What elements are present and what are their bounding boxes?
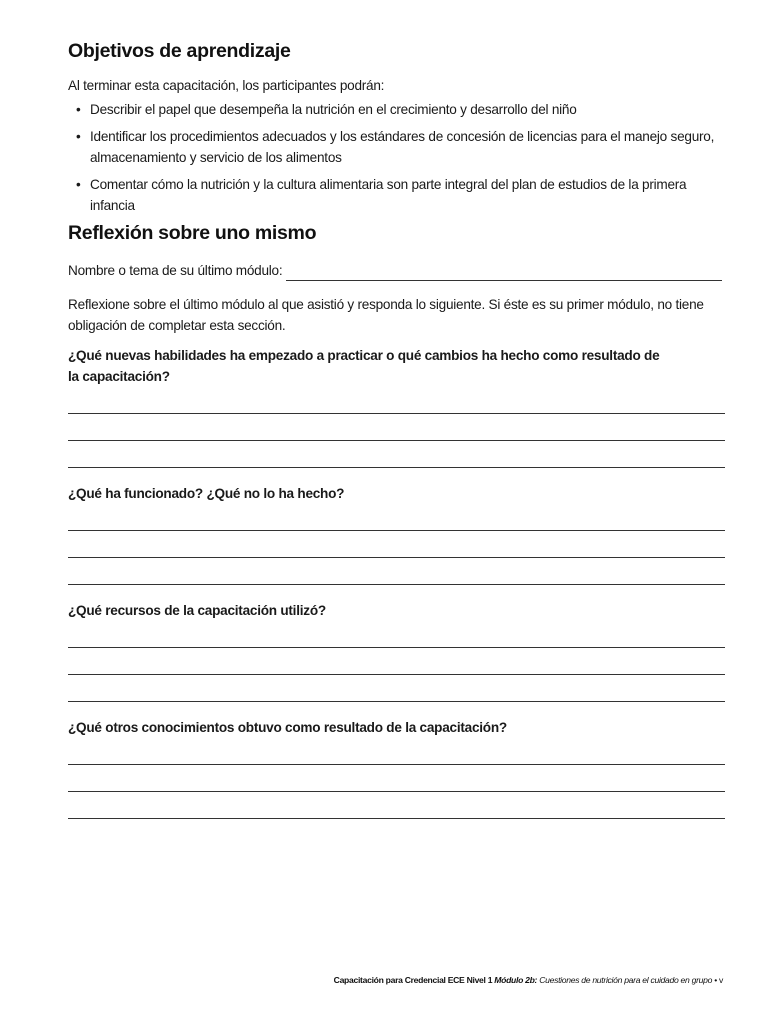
footer-subtitle: Cuestiones de nutrición para el cuidado en grupo (539, 975, 713, 985)
question-1: ¿Qué nuevas habilidades ha empezado a practicar o qué cambios ha hecho como resultado de la capacitación? (68, 348, 660, 384)
answer-lines-4 (68, 738, 725, 819)
answer-line[interactable] (68, 621, 725, 648)
bullet-icon: • (76, 177, 81, 192)
objectives-list (68, 99, 725, 216)
answer-line[interactable] (68, 648, 725, 675)
answer-line[interactable] (68, 765, 725, 792)
footer-series: Capacitación para Credencial ECE Nivel 1 (333, 975, 493, 985)
answer-lines-2 (68, 504, 725, 585)
answer-line[interactable] (68, 531, 725, 558)
module-name-label: Nombre o tema de su último módulo: (68, 263, 283, 278)
reflection-title: Reflexión sobre uno mismo (68, 222, 317, 244)
answer-line[interactable] (68, 738, 725, 765)
question-block-2 (68, 483, 725, 585)
objective-text: Comentar cómo la nutrición y la cultura alimentaria son parte integral del plan de estudios de la primera infancia (90, 177, 687, 213)
module-name-field[interactable] (286, 264, 722, 281)
objective-item (68, 126, 725, 168)
answer-line[interactable] (68, 414, 725, 441)
answer-line[interactable] (68, 558, 725, 585)
question-block-3 (68, 600, 725, 702)
question-3: ¿Qué recursos de la capacitación utilizó? (68, 603, 326, 618)
reflection-instructions: Reflexione sobre el último módulo al que asistió y responda lo siguiente. Si éste es su primer módulo, no tiene obligación de completar esta sección. (68, 297, 704, 333)
objective-text: Identificar los procedimientos adecuados y los estándares de concesión de licencias para el manejo seguro, almacenamiento y servicio de los alimentos (90, 129, 715, 165)
answer-line[interactable] (68, 387, 725, 414)
objectives-title: Objetivos de aprendizaje (68, 40, 291, 62)
answer-line[interactable] (68, 504, 725, 531)
question-4: ¿Qué otros conocimientos obtuvo como resultado de la capacitación? (68, 720, 507, 735)
objective-text: Describir el papel que desempeña la nutrición en el crecimiento y desarrollo del niño (90, 102, 577, 117)
bullet-icon: • (76, 102, 81, 117)
page-footer (334, 975, 723, 985)
answer-line[interactable] (68, 792, 725, 819)
bullet-icon: • (76, 129, 81, 144)
page-number: v (719, 975, 723, 985)
question-2: ¿Qué ha funcionado? ¿Qué no lo ha hecho? (68, 486, 345, 501)
answer-line[interactable] (68, 441, 725, 468)
objective-item (68, 99, 725, 120)
footer-module: Módulo 2b: (494, 975, 538, 985)
objectives-intro: Al terminar esta capacitación, los participantes podrán: (68, 78, 385, 93)
document-page (68, 40, 725, 819)
footer-separator: • (714, 975, 717, 985)
module-name-row (68, 261, 725, 281)
answer-lines-1 (68, 387, 725, 468)
question-block-4 (68, 717, 725, 819)
answer-line[interactable] (68, 675, 725, 702)
answer-lines-3 (68, 621, 725, 702)
objective-item (68, 174, 725, 216)
